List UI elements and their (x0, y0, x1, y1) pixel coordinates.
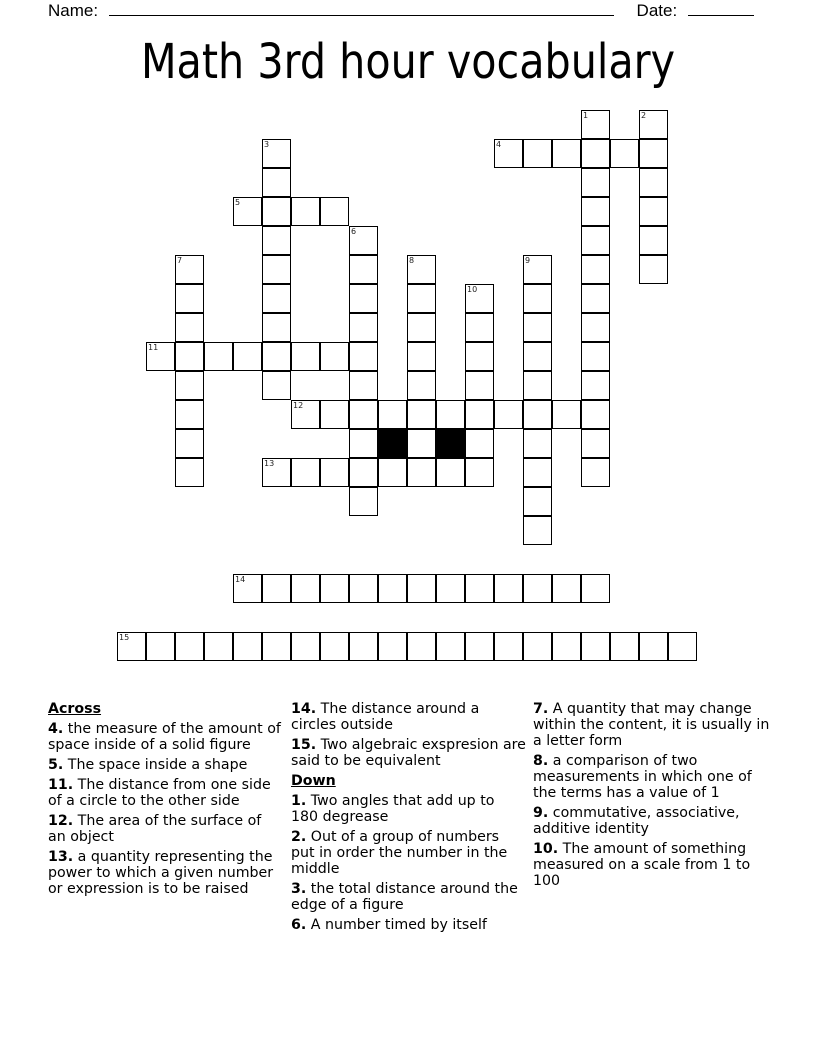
clue-text: The distance around a circles outside (291, 701, 480, 733)
grid-cell[interactable] (349, 371, 378, 400)
grid-cell[interactable] (378, 574, 407, 603)
clue-text: a quantity representing the power to which a given number or expression is to be raised (48, 849, 274, 897)
grid-cell[interactable] (610, 139, 639, 168)
clue-text: the measure of the amount of space inside of a solid figure (48, 721, 281, 753)
clue-number: 3. (291, 881, 307, 897)
grid-cell[interactable] (523, 400, 552, 429)
grid-cell[interactable] (204, 342, 233, 371)
grid-cell[interactable] (610, 632, 639, 661)
clue-down-8 (533, 753, 773, 801)
grid-cell[interactable] (639, 197, 668, 226)
grid-cell[interactable] (523, 632, 552, 661)
clue-number-label: 9 (525, 256, 531, 265)
grid-cell[interactable] (581, 139, 610, 168)
grid-cell[interactable] (175, 371, 204, 400)
clue-text: The space inside a shape (67, 757, 248, 773)
grid-cell[interactable] (320, 632, 349, 661)
grid-cell[interactable] (407, 400, 436, 429)
down-heading: Down (291, 773, 336, 789)
name-label: Name: (48, 1, 99, 20)
grid-cell[interactable] (291, 632, 320, 661)
grid-cell[interactable] (581, 458, 610, 487)
grid-cell[interactable] (436, 400, 465, 429)
clue-text: Two angles that add up to 180 degrease (291, 793, 495, 825)
grid-cell[interactable] (523, 342, 552, 371)
grid-cell[interactable] (639, 226, 668, 255)
clue-number-label: 5 (235, 198, 241, 207)
grid-cell[interactable] (262, 197, 291, 226)
clue-number: 13. (48, 849, 74, 865)
grid-cell[interactable] (523, 429, 552, 458)
grid-cell[interactable] (175, 342, 204, 371)
grid-cell[interactable] (320, 342, 349, 371)
grid-cell[interactable] (552, 574, 581, 603)
grid-cell[interactable] (581, 313, 610, 342)
black-cell (436, 429, 465, 458)
grid-cell[interactable] (378, 632, 407, 661)
grid-cell[interactable] (349, 574, 378, 603)
grid-cell[interactable] (349, 632, 378, 661)
grid-cell[interactable] (175, 400, 204, 429)
grid-cell[interactable] (581, 110, 610, 139)
grid-cell[interactable] (291, 574, 320, 603)
clue-across-15 (291, 737, 526, 769)
grid-cell[interactable] (262, 139, 291, 168)
clue-number: 4. (48, 721, 64, 737)
clue-number: 9. (533, 805, 549, 821)
grid-cell[interactable] (378, 458, 407, 487)
clue-number-label: 11 (148, 343, 159, 352)
clue-number: 10. (533, 841, 559, 857)
clue-number: 11. (48, 777, 74, 793)
grid-cell[interactable] (465, 458, 494, 487)
clue-across-12 (48, 813, 283, 845)
clue-number-label: 6 (351, 227, 357, 236)
grid-cell[interactable] (494, 139, 523, 168)
grid-cell[interactable] (262, 168, 291, 197)
grid-cell[interactable] (349, 342, 378, 371)
clue-down-1 (291, 793, 526, 825)
grid-cell[interactable] (668, 632, 697, 661)
grid-cell[interactable] (465, 400, 494, 429)
grid-cell[interactable] (523, 284, 552, 313)
grid-cell[interactable] (349, 226, 378, 255)
grid-cell[interactable] (146, 632, 175, 661)
grid-cell[interactable] (436, 458, 465, 487)
grid-cell[interactable] (523, 139, 552, 168)
grid-cell[interactable] (349, 313, 378, 342)
grid-cell[interactable] (117, 632, 146, 661)
grid-cell[interactable] (523, 255, 552, 284)
clue-number-label: 15 (119, 633, 130, 642)
clues-column-2 (291, 701, 526, 937)
clue-number-label: 8 (409, 256, 415, 265)
grid-cell[interactable] (523, 516, 552, 545)
grid-cell[interactable] (407, 255, 436, 284)
grid-cell[interactable] (349, 284, 378, 313)
clue-down-3 (291, 881, 526, 913)
clue-number-label: 1 (583, 111, 589, 120)
grid-cell[interactable] (233, 342, 262, 371)
clue-across-4 (48, 721, 283, 753)
clues-column-3 (533, 701, 773, 893)
grid-cell[interactable] (262, 313, 291, 342)
grid-cell[interactable] (581, 400, 610, 429)
clue-number: 14. (291, 701, 317, 717)
grid-cell[interactable] (262, 255, 291, 284)
grid-cell[interactable] (175, 255, 204, 284)
clue-number-label: 14 (235, 575, 246, 584)
grid-cell[interactable] (581, 197, 610, 226)
grid-cell[interactable] (639, 110, 668, 139)
grid-cell[interactable] (581, 255, 610, 284)
grid-cell[interactable] (639, 168, 668, 197)
grid-cell[interactable] (175, 458, 204, 487)
grid-cell[interactable] (204, 632, 233, 661)
grid-cell[interactable] (291, 458, 320, 487)
grid-cell[interactable] (349, 487, 378, 516)
grid-cell[interactable] (581, 342, 610, 371)
clue-number: 1. (291, 793, 307, 809)
grid-cell[interactable] (465, 313, 494, 342)
grid-cell[interactable] (552, 632, 581, 661)
grid-cell[interactable] (465, 284, 494, 313)
clue-down-2 (291, 829, 526, 877)
clue-number-label: 12 (293, 401, 304, 410)
clue-text: The amount of something measured on a scale from 1 to 100 (533, 841, 751, 889)
grid-cell[interactable] (175, 632, 204, 661)
grid-cell[interactable] (262, 342, 291, 371)
clue-text: The distance from one side of a circle to the other side (48, 777, 271, 809)
grid-cell[interactable] (581, 284, 610, 313)
grid-cell[interactable] (407, 458, 436, 487)
grid-cell[interactable] (146, 342, 175, 371)
grid-cell[interactable] (262, 226, 291, 255)
grid-cell[interactable] (407, 284, 436, 313)
grid-cell[interactable] (407, 429, 436, 458)
clue-down-6 (291, 917, 526, 933)
grid-cell[interactable] (320, 458, 349, 487)
grid-cell[interactable] (581, 371, 610, 400)
clue-number-label: 3 (264, 140, 270, 149)
grid-cell[interactable] (465, 342, 494, 371)
grid-cell[interactable] (523, 313, 552, 342)
grid-cell[interactable] (436, 574, 465, 603)
grid-cell[interactable] (262, 284, 291, 313)
grid-cell[interactable] (639, 139, 668, 168)
grid-cell[interactable] (581, 226, 610, 255)
grid-cell[interactable] (175, 284, 204, 313)
clue-number: 6. (291, 917, 307, 933)
grid-cell[interactable] (407, 632, 436, 661)
clue-number-label: 2 (641, 111, 647, 120)
clue-text: A number timed by itself (310, 917, 487, 933)
grid-cell[interactable] (349, 429, 378, 458)
grid-cell[interactable] (291, 197, 320, 226)
grid-cell[interactable] (407, 342, 436, 371)
grid-cell[interactable] (523, 371, 552, 400)
grid-cell[interactable] (175, 313, 204, 342)
grid-cell[interactable] (639, 255, 668, 284)
clue-across-13 (48, 849, 283, 897)
grid-cell[interactable] (465, 371, 494, 400)
grid-cell[interactable] (552, 139, 581, 168)
grid-cell[interactable] (465, 574, 494, 603)
grid-cell[interactable] (494, 574, 523, 603)
clue-down-7 (533, 701, 773, 749)
clue-down-10 (533, 841, 773, 889)
grid-cell[interactable] (494, 632, 523, 661)
clue-across-14 (291, 701, 526, 733)
grid-cell[interactable] (523, 574, 552, 603)
grid-cell[interactable] (349, 400, 378, 429)
grid-cell[interactable] (436, 632, 465, 661)
clue-number: 2. (291, 829, 307, 845)
grid-cell[interactable] (349, 458, 378, 487)
grid-cell[interactable] (233, 632, 262, 661)
clue-text: A quantity that may change within the content, it is usually in a letter form (533, 701, 770, 749)
grid-cell[interactable] (291, 400, 320, 429)
clue-across-11 (48, 777, 283, 809)
grid-cell[interactable] (320, 400, 349, 429)
clue-number: 15. (291, 737, 317, 753)
grid-cell[interactable] (262, 574, 291, 603)
clue-text: commutative, associative, additive identity (533, 805, 740, 837)
clue-text: a comparison of two measurements in which one of the terms has a value of 1 (533, 753, 752, 801)
grid-cell[interactable] (552, 400, 581, 429)
clue-number: 5. (48, 757, 64, 773)
across-heading: Across (48, 701, 102, 717)
grid-cell[interactable] (581, 574, 610, 603)
clue-number: 7. (533, 701, 549, 717)
grid-cell[interactable] (581, 429, 610, 458)
clue-text: the total distance around the edge of a figure (291, 881, 518, 913)
clue-across-5 (48, 757, 283, 773)
grid-cell[interactable] (175, 429, 204, 458)
grid-cell[interactable] (407, 371, 436, 400)
grid-cell[interactable] (378, 400, 407, 429)
clue-number-label: 10 (467, 285, 478, 294)
page-title: Math 3rd hour vocabulary (140, 34, 676, 90)
clue-number-label: 7 (177, 256, 183, 265)
grid-cell[interactable] (407, 313, 436, 342)
clue-number: 8. (533, 753, 549, 769)
grid-cell[interactable] (291, 342, 320, 371)
grid-cell[interactable] (233, 574, 262, 603)
grid-cell[interactable] (523, 487, 552, 516)
grid-cell[interactable] (262, 371, 291, 400)
grid-cell[interactable] (320, 574, 349, 603)
grid-cell[interactable] (233, 197, 262, 226)
clue-number-label: 4 (496, 140, 502, 149)
grid-cell[interactable] (320, 197, 349, 226)
clue-text: The area of the surface of an object (48, 813, 262, 845)
clue-text: Two algebraic exspresion are said to be equivalent (291, 737, 526, 769)
grid-cell[interactable] (494, 400, 523, 429)
grid-cell[interactable] (262, 632, 291, 661)
grid-cell[interactable] (465, 429, 494, 458)
clue-number: 12. (48, 813, 74, 829)
grid-cell[interactable] (465, 632, 494, 661)
grid-cell[interactable] (407, 574, 436, 603)
date-label: Date: (636, 1, 678, 20)
grid-cell[interactable] (262, 458, 291, 487)
grid-cell[interactable] (639, 632, 668, 661)
clues-column-1 (48, 701, 283, 901)
grid-cell[interactable] (523, 458, 552, 487)
grid-cell[interactable] (581, 632, 610, 661)
black-cell (378, 429, 407, 458)
grid-cell[interactable] (349, 255, 378, 284)
clue-down-9 (533, 805, 773, 837)
clue-number-label: 13 (264, 459, 275, 468)
clue-text: Out of a group of numbers put in order the number in the middle (291, 829, 508, 877)
grid-cell[interactable] (581, 168, 610, 197)
